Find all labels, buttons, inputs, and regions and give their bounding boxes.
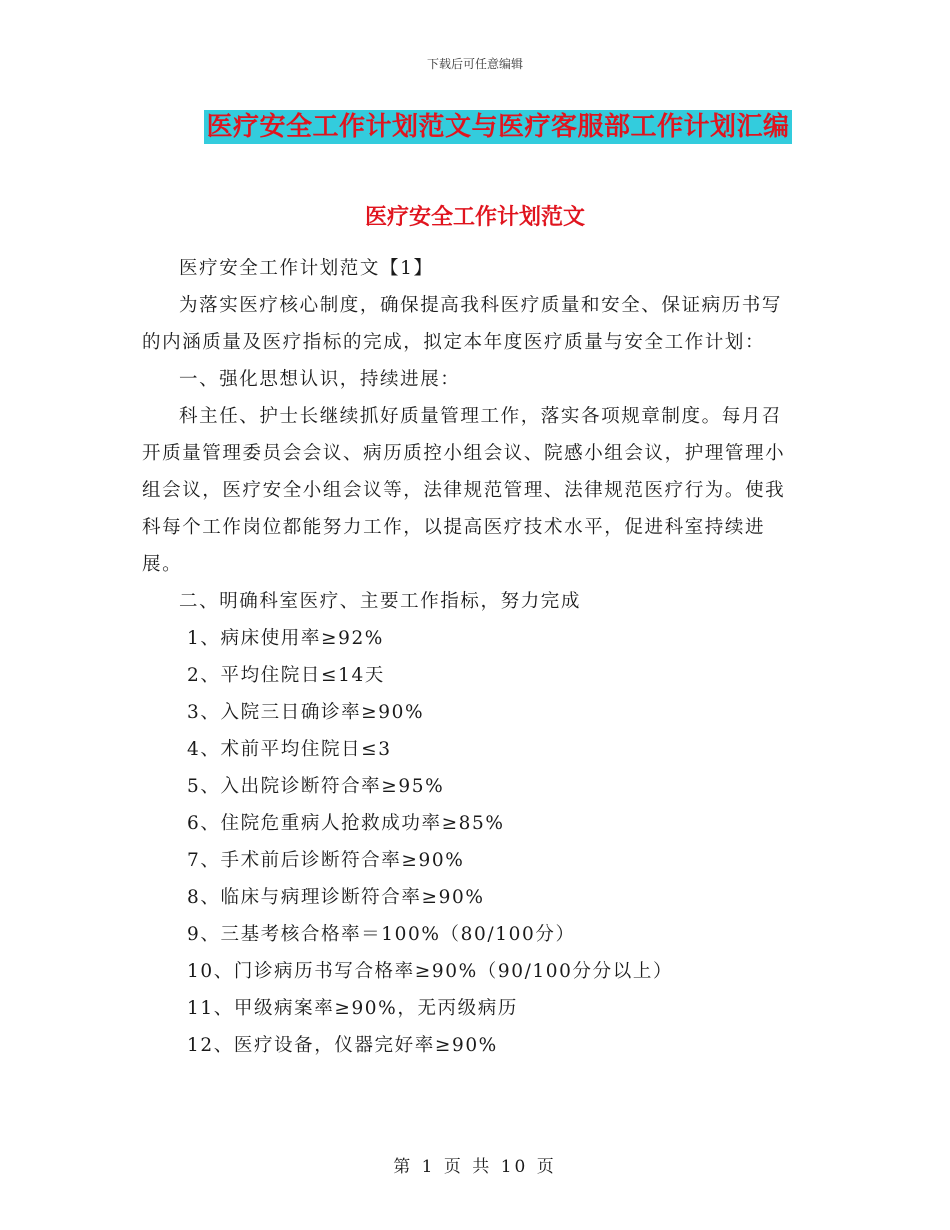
section-title: 医疗安全工作计划范文 — [364, 204, 585, 230]
indicator-item: 12、医疗设备，仪器完好率≥90% — [187, 1035, 498, 1056]
indicator-item: 6、住院危重病人抢救成功率≥85% — [187, 813, 505, 834]
paragraph-heading-2: 二、明确科室医疗、主要工作指标，努力完成 — [179, 591, 582, 612]
indicator-item: 3、入院三日确诊率≥90% — [187, 702, 425, 723]
indicator-item: 4、术前平均住院日≤3 — [187, 739, 392, 760]
indicator-item: 8、临床与病理诊断符合率≥90% — [187, 887, 485, 908]
paragraph-subtitle: 医疗安全工作计划范文【1】 — [179, 258, 434, 279]
indicator-item: 7、手术前后诊断符合率≥90% — [187, 850, 465, 871]
paragraph-heading-1: 一、强化思想认识，持续进展： — [179, 369, 461, 390]
main-title-container — [0, 110, 950, 144]
indicator-item: 10、门诊病历书写合格率≥90%（90/100分分以上） — [187, 961, 674, 982]
indicator-item: 11、甲级病案率≥90%，无丙级病历 — [187, 998, 518, 1019]
indicator-item: 5、入出院诊断符合率≥95% — [187, 776, 445, 797]
indicator-item: 9、三基考核合格率＝100%（80/100分） — [187, 924, 576, 945]
document-body — [142, 250, 802, 1064]
paragraph-management: 科主任、护士长继续抓好质量管理工作，落实各项规章制度。每月召开质量管理委员会会议、病历质控小组会议、院感小组会议，护理管理小组会议，医疗安全小组会议等，法律规范管理、法律规范医疗行为。使我科每个工作岗位都能努力工作，以提高医疗技术水平，促进科室持续进展。 — [142, 406, 786, 575]
header-note: 下载后可任意编辑 — [426, 57, 523, 71]
paragraph-intro: 为落实医疗核心制度，确保提高我科医疗质量和安全、保证病历书写的内涵质量及医疗指标的完成，拟定本年度医疗质量与安全工作计划： — [142, 295, 783, 353]
page-number-footer: 第 1 页 共 10 页 — [393, 1157, 557, 1177]
indicator-item: 1、病床使用率≥92% — [187, 628, 384, 649]
indicator-item: 2、平均住院日≤14天 — [187, 665, 385, 686]
main-title: 医疗安全工作计划范文与医疗客服部工作计划汇编 — [206, 112, 790, 142]
